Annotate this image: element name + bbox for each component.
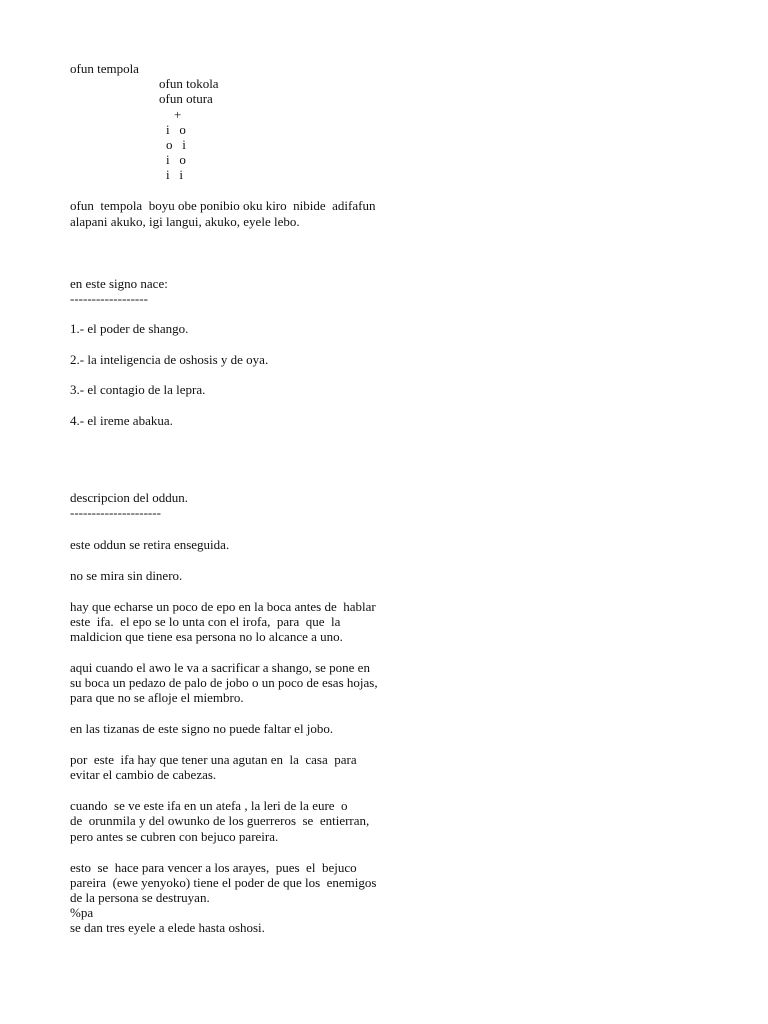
mark-row-2: o i xyxy=(166,137,186,152)
paragraph-line: pareira (ewe yenyoko) tiene el poder de que los enemigos xyxy=(70,875,377,890)
sign-subtitle-1: ofun tokola xyxy=(159,76,219,91)
paragraph-line: se dan tres eyele a elede hasta oshosi. xyxy=(70,920,265,935)
mark-row-3: i o xyxy=(166,152,186,167)
intro-line-2: alapani akuko, igi langui, akuko, eyele lebo. xyxy=(70,214,300,229)
nace-rule: ------------------ xyxy=(70,291,148,306)
paragraph-line: aqui cuando el awo le va a sacrificar a shango, se pone en xyxy=(70,660,370,675)
paragraph-line: este oddun se retira enseguida. xyxy=(70,537,230,552)
paragraph-line: cuando se ve este ifa en un atefa , la leri de la eure o xyxy=(70,798,348,813)
nace-item: 4.- el ireme abakua. xyxy=(70,413,173,428)
descripcion-heading: descripcion del oddun. xyxy=(70,490,189,505)
paragraph-line: pero antes se cubren con bejuco pareira. xyxy=(70,829,279,844)
paragraph-line: esto se hace para vencer a los arayes, pues el bejuco xyxy=(70,860,357,875)
paragraph-line: este ifa. el epo se lo unta con el irofa, para que la xyxy=(70,614,341,629)
sign-title: ofun tempola xyxy=(70,61,139,76)
paragraph-line: no se mira sin dinero. xyxy=(70,568,183,583)
intro-line-1: ofun tempola boyu obe ponibio oku kiro nibide adifafun xyxy=(70,198,376,213)
paragraph-line: de orunmila y del owunko de los guerreros se entierran, xyxy=(70,813,370,828)
paragraph-line: de la persona se destruyan. xyxy=(70,890,210,905)
mark-row-1: i o xyxy=(166,122,186,137)
paragraph-line: hay que echarse un poco de epo en la boca antes de hablar xyxy=(70,599,376,614)
paragraph-line: en las tizanas de este signo no puede faltar el jobo. xyxy=(70,721,334,736)
paragraph-line: evitar el cambio de cabezas. xyxy=(70,767,217,782)
nace-heading: en este signo nace: xyxy=(70,276,168,291)
paragraph-line: maldicion que tiene esa persona no lo alcance a uno. xyxy=(70,629,343,644)
nace-item: 2.- la inteligencia de oshosis y de oya. xyxy=(70,352,269,367)
nace-item: 3.- el contagio de la lepra. xyxy=(70,382,206,397)
descripcion-rule: --------------------- xyxy=(70,505,161,520)
paragraph-line: por este ifa hay que tener una agutan en la casa para xyxy=(70,752,357,767)
sign-subtitle-2: ofun otura xyxy=(159,91,213,106)
paragraph-line: su boca un pedazo de palo de jobo o un poco de esas hojas, xyxy=(70,675,378,690)
nace-item: 1.- el poder de shango. xyxy=(70,321,189,336)
mark-row-4: i i xyxy=(166,167,183,182)
plus-sign: + xyxy=(174,107,182,122)
paragraph-line: %pa xyxy=(70,905,94,920)
paragraph-line: para que no se afloje el miembro. xyxy=(70,690,244,705)
